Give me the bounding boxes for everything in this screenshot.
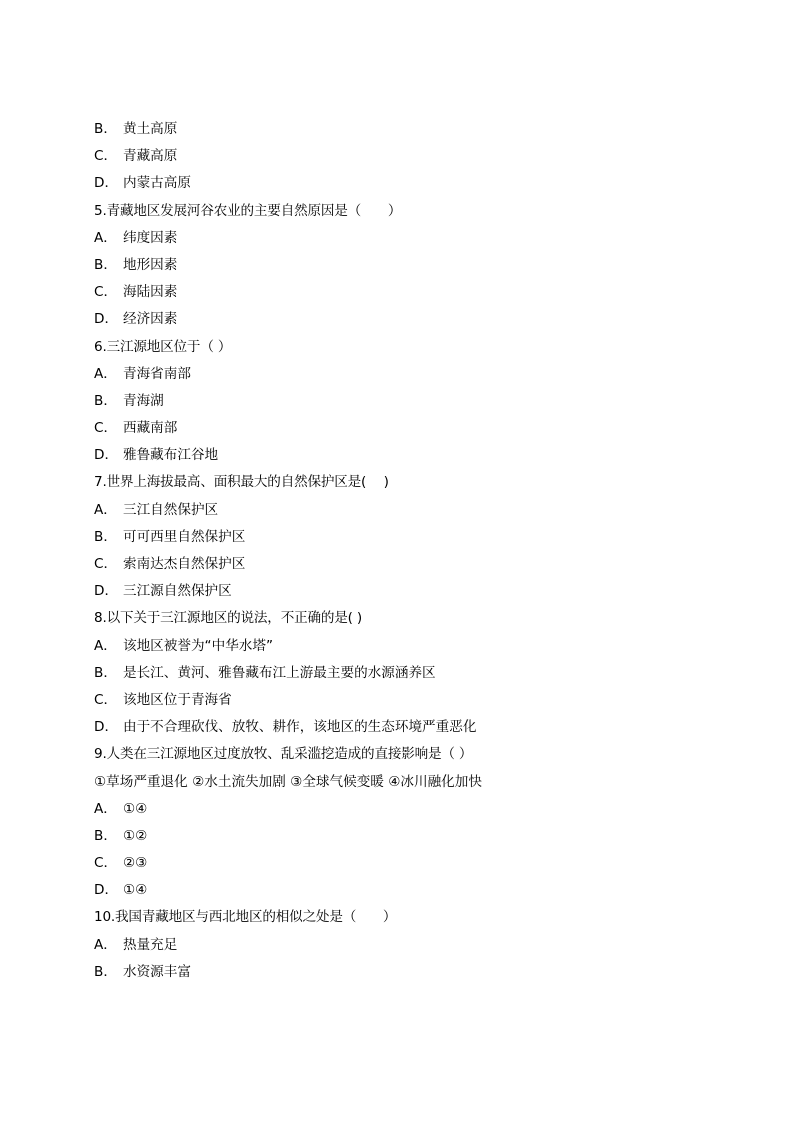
option-letter: B． (94, 963, 117, 980)
option-letter: B． (94, 528, 117, 545)
option-letter: C． (94, 284, 118, 301)
option-text: 该地区被誉为“中华水塔” (123, 637, 274, 654)
option-text: 三江自然保护区 (123, 501, 219, 518)
answer-option (94, 252, 734, 279)
question-stem: 8.以下关于三江源地区的说法，不正确的是( ) (94, 610, 362, 627)
option-text: 纬度因素 (123, 229, 178, 246)
option-letter: B． (94, 664, 117, 681)
answer-option (94, 225, 734, 252)
option-letter: A． (94, 501, 117, 518)
option-text: 青海省南部 (123, 365, 191, 382)
option-text: 雅鲁藏布江谷地 (123, 447, 219, 464)
option-text: ①④ (123, 800, 148, 817)
option-text: ②③ (123, 855, 148, 872)
answer-option (94, 714, 734, 741)
option-letter: D． (94, 447, 119, 464)
answer-option (94, 442, 734, 469)
option-letter: A． (94, 800, 117, 817)
question-stem: 9.人类在三江源地区过度放牧、乱采滥挖造成的直接影响是（ ） (94, 746, 473, 763)
option-text: 青海湖 (123, 392, 164, 409)
option-letter: C． (94, 556, 118, 572)
option-text: ①② (123, 827, 148, 844)
answer-option (94, 143, 734, 170)
answer-option (94, 633, 734, 660)
question-stem: 6.三江源地区位于（ ） (94, 338, 232, 355)
option-letter: A． (94, 229, 117, 246)
option-letter: B． (94, 392, 117, 409)
option-text: 地形因素 (123, 256, 178, 273)
answer-option (94, 877, 734, 904)
answer-option (94, 279, 734, 306)
option-letter: B． (94, 121, 117, 137)
option-letter: C． (94, 691, 118, 708)
option-letter: B． (94, 256, 117, 273)
option-letter: D． (94, 311, 119, 328)
answer-option (94, 959, 734, 986)
option-letter: A． (94, 637, 117, 654)
question-stem: 5.青藏地区发展河谷农业的主要自然原因是（ ） (94, 202, 402, 219)
option-text: 西藏南部 (123, 420, 178, 437)
option-letter: C． (94, 420, 118, 437)
answer-option (94, 415, 734, 442)
option-text: 海陆因素 (123, 284, 178, 301)
option-letter: D． (94, 719, 119, 736)
option-text: 可可西里自然保护区 (123, 528, 246, 545)
option-text: ①④ (123, 882, 148, 899)
option-letter: D． (94, 583, 119, 600)
option-text: 热量充足 (123, 936, 178, 953)
statement-list: ①草场严重退化 ②水土流失加剧 ③全球气候变暖 ④冰川融化加快 (94, 773, 482, 790)
option-text: 经济因素 (123, 311, 178, 328)
answer-option (94, 497, 734, 524)
answer-option (94, 170, 734, 197)
option-text: 索南达杰自然保护区 (123, 556, 246, 572)
option-text: 黄土高原 (123, 121, 178, 137)
option-letter: D． (94, 882, 119, 899)
answer-option (94, 361, 734, 388)
answer-option (94, 524, 734, 551)
question-stem: 10.我国青藏地区与西北地区的相似之处是（ ） (94, 909, 397, 926)
option-text: 内蒙古高原 (123, 175, 191, 192)
answer-option (94, 388, 734, 415)
option-text: 三江源自然保护区 (123, 583, 232, 600)
question-stem: 7.世界上海拔最高、面积最大的自然保护区是( ) (94, 474, 389, 491)
option-letter: B． (94, 827, 117, 844)
answer-option (94, 823, 734, 850)
option-text: 青藏高原 (123, 148, 178, 165)
option-text: 由于不合理砍伐、放牧、耕作，该地区的生态环境严重恶化 (123, 719, 477, 736)
option-text: 是长江、黄河、雅鲁藏布江上游最主要的水源涵养区 (123, 664, 436, 681)
answer-option (94, 306, 734, 333)
answer-option (94, 850, 734, 877)
answer-option (94, 578, 734, 605)
answer-option (94, 932, 734, 959)
answer-option (94, 796, 734, 823)
option-letter: A． (94, 365, 117, 382)
option-letter: C． (94, 855, 118, 872)
option-text: 水资源丰富 (123, 963, 191, 980)
answer-option (94, 551, 734, 578)
option-letter: C． (94, 148, 118, 165)
option-letter: D． (94, 175, 119, 192)
document-page (94, 116, 734, 986)
option-letter: A． (94, 936, 117, 953)
answer-option (94, 660, 734, 687)
option-text: 该地区位于青海省 (123, 691, 232, 708)
answer-option (94, 116, 734, 143)
answer-option (94, 687, 734, 714)
